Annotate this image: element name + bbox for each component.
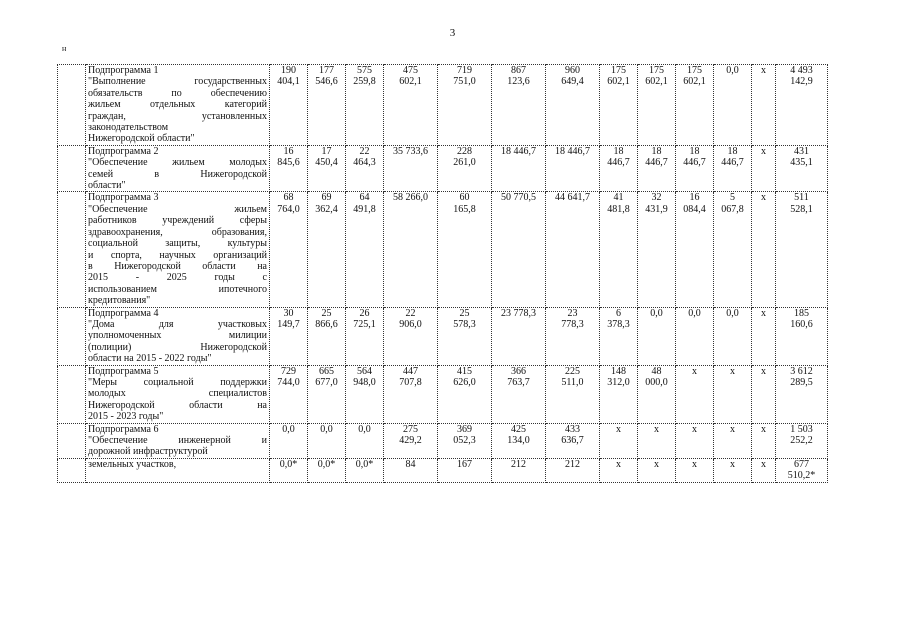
year-value-cell: 0,0 — [676, 307, 714, 365]
subprogram-name-line: Подпрограмма 3 — [88, 192, 159, 204]
year-value-cell: 32 431,9 — [638, 192, 676, 307]
year-value-cell: 177 546,6 — [308, 65, 346, 146]
subprogram-name-line: кредитования" — [88, 295, 151, 307]
total-value-cell: 185 160,6 — [776, 307, 828, 365]
year-value-cell: 48 000,0 — [638, 365, 676, 423]
year-value-cell: x — [600, 423, 638, 458]
year-value-cell: 415 626,0 — [438, 365, 492, 423]
subprogram-name-line: Подпрограмма 5 — [88, 365, 159, 377]
year-value-cell: x — [752, 423, 776, 458]
year-value-cell: 6 378,3 — [600, 307, 638, 365]
year-value-cell: x — [676, 423, 714, 458]
year-value-cell: x — [676, 365, 714, 423]
subprogram-name-line: граждан, установленных — [88, 110, 267, 122]
year-value-cell: x — [638, 423, 676, 458]
year-value-cell: 175 602,1 — [676, 65, 714, 146]
year-value-cell: x — [752, 145, 776, 192]
year-value-cell: 867 123,6 — [492, 65, 546, 146]
year-value-cell: 18 446,7 — [638, 145, 676, 192]
subprogram-name-line: 2015 - 2023 годы" — [88, 411, 164, 423]
subprogram-name-line: "Обеспечение инженерной и — [88, 435, 267, 446]
row-number-cell — [58, 423, 86, 458]
subprogram-name-line: "Обеспечение жильем — [88, 203, 267, 215]
year-value-cell: x — [638, 458, 676, 482]
year-value-cell: 275 429,2 — [384, 423, 438, 458]
year-value-cell: 58 266,0 — [384, 192, 438, 307]
subprogram-name-line: в Нижегородской области на — [88, 260, 267, 272]
subprogram-name-line: молодых специалистов — [88, 388, 267, 400]
subprogram-name-line: области на 2015 - 2022 годы" — [88, 353, 212, 365]
year-value-cell: 22 464,3 — [346, 145, 384, 192]
subprogram-name-line: 2015 - 2025 годы с — [88, 272, 267, 284]
year-value-cell: 175 602,1 — [638, 65, 676, 146]
row-number-cell — [58, 145, 86, 192]
year-value-cell: 167 — [438, 458, 492, 482]
year-value-cell: 0,0 — [638, 307, 676, 365]
year-value-cell: x — [752, 365, 776, 423]
subprogram-name-cell — [86, 65, 270, 146]
corner-mark: н — [62, 44, 67, 53]
year-value-cell: 447 707,8 — [384, 365, 438, 423]
total-value-cell: 677 510,2* — [776, 458, 828, 482]
subprogram-name-line: и спорта, научных организаций — [88, 249, 267, 261]
year-value-cell: 84 — [384, 458, 438, 482]
subprogram-name-line: работников учреждений сферы — [88, 215, 267, 227]
year-value-cell: 212 — [546, 458, 600, 482]
year-value-cell: 60 165,8 — [438, 192, 492, 307]
table-row — [58, 458, 828, 482]
year-value-cell: x — [752, 307, 776, 365]
subprogram-name-line: "Обеспечение жильем молодых — [88, 157, 267, 169]
row-number-cell — [58, 365, 86, 423]
subprogram-name-line: (полиции) Нижегородской — [88, 341, 267, 353]
subprogram-name-line: области" — [88, 180, 126, 192]
year-value-cell: x — [752, 65, 776, 146]
year-value-cell: 17 450,4 — [308, 145, 346, 192]
year-value-cell: 0,0 — [714, 307, 752, 365]
year-value-cell: 475 602,1 — [384, 65, 438, 146]
year-value-cell: 44 641,7 — [546, 192, 600, 307]
year-value-cell: 26 725,1 — [346, 307, 384, 365]
table-row — [58, 145, 828, 192]
year-value-cell: 18 446,7 — [546, 145, 600, 192]
year-value-cell: 729 744,0 — [270, 365, 308, 423]
year-value-cell: 228 261,0 — [438, 145, 492, 192]
row-number-cell — [58, 65, 86, 146]
subprogram-name-cell — [86, 192, 270, 307]
subprogram-name-line: земельных участков, — [88, 458, 177, 470]
year-value-cell: x — [600, 458, 638, 482]
year-value-cell: 5 067,8 — [714, 192, 752, 307]
year-value-cell: 16 084,4 — [676, 192, 714, 307]
year-value-cell: 0,0 — [714, 65, 752, 146]
year-value-cell: x — [752, 458, 776, 482]
subprogram-name-line: уполномоченных милиции — [88, 330, 267, 342]
year-value-cell: x — [714, 365, 752, 423]
year-value-cell: 30 149,7 — [270, 307, 308, 365]
subprogram-name-line: Подпрограмма 6 — [88, 423, 159, 435]
year-value-cell: 575 259,8 — [346, 65, 384, 146]
year-value-cell: x — [714, 458, 752, 482]
year-value-cell: 22 906,0 — [384, 307, 438, 365]
year-value-cell: 225 511,0 — [546, 365, 600, 423]
row-number-cell — [58, 307, 86, 365]
year-value-cell: 50 770,5 — [492, 192, 546, 307]
year-value-cell: 0,0* — [308, 458, 346, 482]
year-value-cell: 0,0 — [308, 423, 346, 458]
subprogram-name-line: Подпрограмма 1 — [88, 65, 159, 76]
table-row — [58, 192, 828, 307]
year-value-cell: 212 — [492, 458, 546, 482]
total-value-cell: 3 612 289,5 — [776, 365, 828, 423]
year-value-cell: 148 312,0 — [600, 365, 638, 423]
subprogram-name-line: здравоохранения, образования, — [88, 226, 267, 238]
subprogram-name-line: "Дома для участковых — [88, 318, 267, 330]
row-number-cell — [58, 192, 86, 307]
table-row — [58, 365, 828, 423]
year-value-cell: 18 446,7 — [600, 145, 638, 192]
year-value-cell: 25 578,3 — [438, 307, 492, 365]
year-value-cell: 366 763,7 — [492, 365, 546, 423]
subprogram-name-line: Нижегородской области на — [88, 399, 267, 411]
year-value-cell: 35 733,6 — [384, 145, 438, 192]
table-row — [58, 65, 828, 146]
year-value-cell: 68 764,0 — [270, 192, 308, 307]
total-value-cell: 1 503 252,2 — [776, 423, 828, 458]
year-value-cell: x — [714, 423, 752, 458]
year-value-cell: 23 778,3 — [546, 307, 600, 365]
subprogram-name-line: Подпрограмма 4 — [88, 307, 159, 319]
year-value-cell: 64 491,8 — [346, 192, 384, 307]
subprogram-name-line: использованием ипотечного — [88, 283, 267, 295]
year-value-cell: x — [676, 458, 714, 482]
year-value-cell: 0,0* — [270, 458, 308, 482]
table-row — [58, 307, 828, 365]
subprogram-name-line: жильем отдельных категорий — [88, 99, 267, 111]
year-value-cell: 25 866,6 — [308, 307, 346, 365]
subprogram-name-line: "Выполнение государственных — [88, 76, 267, 88]
subprogram-name-line: обязательств по обеспечению — [88, 87, 267, 99]
year-value-cell: 719 751,0 — [438, 65, 492, 146]
year-value-cell: 0,0* — [346, 458, 384, 482]
subprogram-name-line: семей в Нижегородской — [88, 168, 267, 180]
subprogram-name-cell — [86, 307, 270, 365]
year-value-cell: 41 481,8 — [600, 192, 638, 307]
budget-table — [57, 64, 828, 483]
subprogram-name-cell — [86, 458, 270, 482]
subprogram-name-line: социальной защиты, культуры — [88, 238, 267, 250]
year-value-cell: 0,0 — [270, 423, 308, 458]
year-value-cell: 18 446,7 — [676, 145, 714, 192]
subprogram-name-cell — [86, 145, 270, 192]
subprogram-name-line: Подпрограмма 2 — [88, 145, 159, 157]
year-value-cell: 16 845,6 — [270, 145, 308, 192]
subprogram-name-line: дорожной инфраструктурой — [88, 446, 208, 458]
year-value-cell: 23 778,3 — [492, 307, 546, 365]
row-number-cell — [58, 458, 86, 482]
year-value-cell: 0,0 — [346, 423, 384, 458]
total-value-cell: 511 528,1 — [776, 192, 828, 307]
year-value-cell: 665 677,0 — [308, 365, 346, 423]
year-value-cell: 960 649,4 — [546, 65, 600, 146]
table-row — [58, 423, 828, 458]
total-value-cell: 4 493 142,9 — [776, 65, 828, 146]
year-value-cell: x — [752, 192, 776, 307]
total-value-cell: 431 435,1 — [776, 145, 828, 192]
year-value-cell: 175 602,1 — [600, 65, 638, 146]
subprogram-name-line: законодательством — [88, 122, 169, 134]
year-value-cell: 369 052,3 — [438, 423, 492, 458]
subprogram-name-line: "Меры социальной поддержки — [88, 376, 267, 388]
subprogram-name-line: Нижегородской области" — [88, 133, 195, 145]
year-value-cell: 18 446,7 — [714, 145, 752, 192]
year-value-cell: 18 446,7 — [492, 145, 546, 192]
year-value-cell: 425 134,0 — [492, 423, 546, 458]
subprogram-name-cell — [86, 423, 270, 458]
year-value-cell: 69 362,4 — [308, 192, 346, 307]
page-number: 3 — [449, 27, 456, 39]
year-value-cell: 190 404,1 — [270, 65, 308, 146]
year-value-cell: 564 948,0 — [346, 365, 384, 423]
subprogram-name-cell — [86, 365, 270, 423]
year-value-cell: 433 636,7 — [546, 423, 600, 458]
